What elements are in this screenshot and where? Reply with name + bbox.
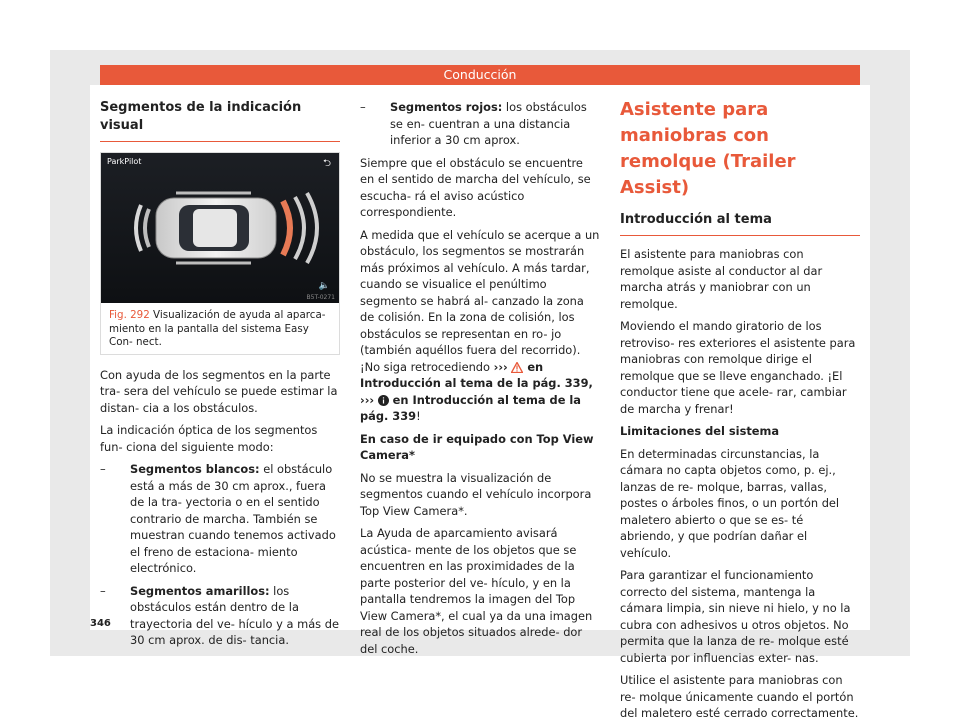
list-item — [100, 461, 340, 577]
paragraph: La Ayuda de aparcamiento avisará acústica- mente de los objetos que se encuentren en las proximidades de la parte posterior del ve- hículo, y en la pantalla tendremos la imagen del Top View Camera*, el cual ya da una imagen real de los objetos situados alrede- dor del coche. — [360, 526, 593, 656]
paragraph: Con ayuda de los segmentos en la parte tra- sera del vehículo se puede estimar la distan- cia a los obstáculos. — [100, 367, 338, 415]
segment-rear-red — [283, 201, 290, 255]
page-number: 346 — [90, 618, 111, 629]
paragraph: En determinadas circunstancias, la cámara no capta objetos como, p. ej., lanzas de re- molque, barras, vallas, postes o árboles finos, o un portón del maletero abierto o que se es- té abriendo, y que podrían dañar el vehículo. — [620, 446, 840, 560]
list-dash: – — [360, 100, 366, 114]
paragraph-end: ! — [416, 409, 421, 423]
car-top-view-icon — [101, 153, 339, 303]
paragraph: Utilice el asistente para maniobras con re- molque únicamente cuando el portón del maletero esté cerrado correctamente. — [620, 673, 859, 720]
list-term: Segmentos rojos: — [390, 100, 503, 114]
paragraph: Siempre que el obstáculo se encuentre en el sentido de marcha del vehículo, se escucha- rá el aviso acústico correspondiente. — [360, 155, 591, 219]
column-left — [100, 85, 340, 655]
section-heading-intro: Introducción al tema — [620, 211, 860, 236]
list-text: los obstáculos están dentro de la trayectoria del ve- hículo y a más de 30 cm aprox. de dis- tancia. — [130, 583, 339, 647]
speaker-icon: 🔈 — [318, 281, 330, 291]
list-item — [360, 99, 600, 149]
list-text: el obstáculo está a más de 30 cm aprox., fuera de la tra- yectoria o en el sentido contrario de marcha. También se muestran cuando tenemos activado el freno de estaciona- miento electrónico. — [130, 462, 336, 575]
paragraph: La indicación óptica de los segmentos fun- ciona del siguiente modo: — [100, 423, 318, 454]
figure-label: Fig. 292 — [109, 309, 150, 321]
screen-title: ParkPilot — [107, 157, 142, 166]
section-heading-segments: Segmentos de la indicación visual — [100, 99, 340, 142]
parkpilot-screen — [101, 153, 339, 303]
back-arrow-icon: ⮌ — [322, 158, 331, 169]
paragraph — [360, 227, 600, 425]
list-term: Segmentos amarillos: — [130, 583, 270, 598]
chapter-title: Asistente para maniobras con remolque (Trailer Assist) — [620, 99, 796, 198]
list-item — [100, 583, 340, 649]
subheading-top-view: En caso de ir equipado con Top View Camera* — [360, 431, 594, 462]
column-right — [620, 85, 860, 728]
image-code: B5T-0271 — [306, 294, 335, 301]
column-middle — [360, 99, 600, 663]
segment-front-inner — [145, 209, 149, 247]
list-dash: – — [100, 583, 106, 598]
list-dash: – — [100, 462, 106, 476]
paragraph-text: A medida que el vehículo se acerque a un obstáculo, los segmentos se mostrarán más próximos al vehículo. A más tardar, cuando se visualice el penúltimo segmento se habrá al- canzado la zona de colisión. En la zona de colisión, los obstáculos se representan en ro- jo (también aquéllos fuera del recorrido). ¡No siga retrocediendo — [360, 227, 600, 374]
figure-292 — [100, 152, 340, 355]
section-header: Conducción — [100, 65, 860, 85]
link-arrow: ››› — [493, 359, 508, 374]
warning-triangle-icon — [511, 362, 523, 373]
paragraph: No se muestra la visualización de segmentos cuando el vehículo incorpora Top View Camera*. — [360, 470, 592, 518]
link-arrow: ››› — [360, 392, 375, 407]
paragraph: Moviendo el mando giratorio de los retroviso- res exteriores el asistente para maniobras con remolque dirige el remolque que se lleve enganchado. ¡El conductor tiene que acele- rar, cambiar de marcha y frenar! — [620, 319, 856, 416]
page-content — [90, 85, 870, 720]
list-text: los obstáculos se en- cuentran a una distancia inferior a 30 cm aprox. — [390, 100, 587, 147]
cross-reference-link[interactable]: en Introducción al tema de la pág. 339, — [360, 359, 593, 390]
cross-reference-link[interactable]: en Introducción al tema de la pág. 339 — [360, 392, 581, 423]
paragraph: Para garantizar el funcionamiento correcto del sistema, mantenga la cámara limpia, sin nieve ni hielo, y no la cubra con adhesivos u otros objetos. No permita que la lanza de re- molque esté cubierta por influencias exter- nas. — [620, 568, 851, 665]
info-circle-icon — [378, 395, 389, 406]
paragraph: El asistente para maniobras con remolque asiste al conductor al dar marcha atrás y maniobrar con un remolque. — [620, 247, 823, 311]
segment-rear-white-1 — [295, 197, 304, 259]
figure-caption — [101, 303, 339, 354]
segment-front-outer — [136, 205, 141, 251]
list-term: Segmentos blancos: — [130, 462, 260, 476]
subheading-limitations: Limitaciones del sistema — [620, 424, 780, 438]
figure-caption-text: Visualización de ayuda al aparca- miento en la pantalla del sistema Easy Con- nect. — [109, 309, 326, 348]
segment-rear-white-2 — [307, 193, 317, 263]
